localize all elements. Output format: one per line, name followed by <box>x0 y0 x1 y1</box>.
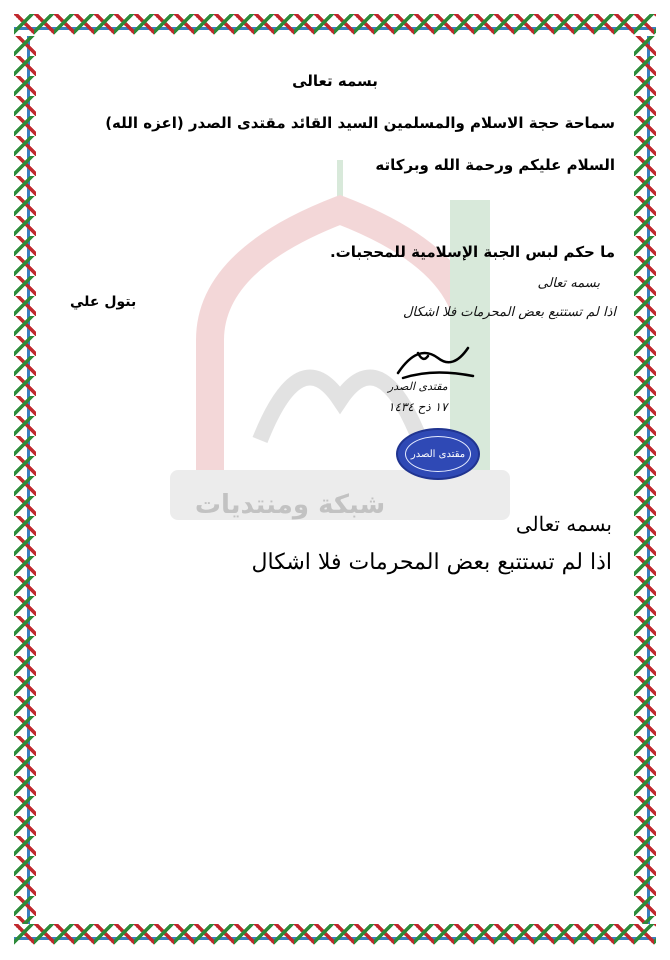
decorative-border-left <box>14 36 36 924</box>
sender-name: بتول علي <box>70 294 137 310</box>
basmala-heading: بسمه تعالى <box>292 72 378 90</box>
official-seal-stamp <box>396 428 480 480</box>
decorative-border-bottom <box>14 924 656 946</box>
question-line: ما حكم لبس الجبة الإسلامية للمحجبات. <box>329 243 615 261</box>
decorative-border-top <box>14 14 656 36</box>
signature-name: مقتدى الصدر <box>388 380 448 393</box>
decorative-border-right <box>634 36 656 924</box>
handwritten-answer: اذا لم تستتبع بعض المحرمات فلا اشكال <box>402 305 616 320</box>
typed-answer: اذا لم تستتبع بعض المحرمات فلا اشكال <box>251 550 612 575</box>
seal-text: مقتدى الصدر <box>405 436 471 472</box>
watermark-caption: شبكة ومنتديات <box>194 490 386 520</box>
handwritten-basmala: بسمه تعالى <box>537 276 600 291</box>
signature-date: ١٧ ذح ١٤٣٤ <box>388 400 448 414</box>
addressee-line: سماحة حجة الاسلام والمسلمين السيد القائد مقتدى الصدر (اعزه الله) <box>105 114 615 132</box>
salutation-line: السلام عليكم ورحمة الله وبركاته <box>375 156 615 174</box>
typed-basmala: بسمه تعالى <box>515 512 612 536</box>
